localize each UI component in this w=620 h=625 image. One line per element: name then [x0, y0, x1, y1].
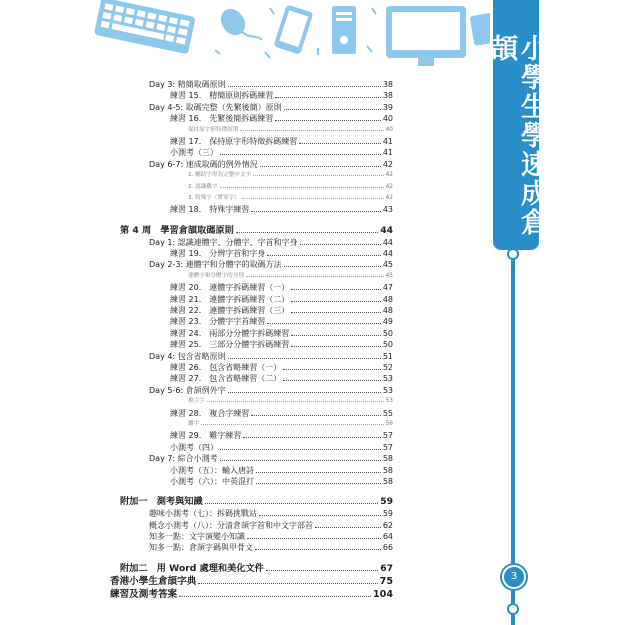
toc-entry[interactable]	[110, 170, 393, 181]
toc-leader-dots	[266, 570, 378, 571]
toc-entry[interactable]	[110, 531, 393, 542]
toc-entry[interactable]	[110, 147, 393, 158]
toc-entry-title: Day 4-5: 取碼完整（先繁後簡）原則	[149, 102, 282, 112]
toc-entry-page: 66	[382, 543, 393, 553]
toc-entry-page: 48	[382, 306, 393, 316]
toc-entry[interactable]	[110, 136, 393, 147]
toc-entry-title: 保持原字形特徵原則	[188, 126, 239, 133]
toc-entry-page: 44	[380, 224, 393, 236]
toc-entry-page: 75	[379, 575, 393, 587]
toc-entry-page: 50	[382, 328, 393, 338]
toc-entry[interactable]	[110, 588, 393, 602]
toc-entry-title: 香港小學生倉頡字典	[110, 575, 197, 587]
toc-leader-dots	[299, 143, 381, 144]
toc-spacer	[110, 487, 393, 495]
computer-tower-icon	[332, 6, 356, 54]
toc-leader-dots	[242, 198, 384, 199]
toc-leader-dots	[236, 232, 378, 233]
toc-entry-page: 41	[382, 136, 393, 146]
toc-entry-title: Day 7: 綜合小測考	[149, 454, 218, 464]
toc-entry-title: 小測考（五）：輸入唐詩	[170, 465, 254, 475]
toc-entry[interactable]	[110, 575, 393, 589]
toc-entry-page: 49	[382, 317, 393, 327]
toc-entry-title: 概念小測考（八）：分清倉頡字首和中文字部首	[149, 520, 313, 530]
toc-spacer	[110, 554, 393, 562]
toc-leader-dots	[253, 175, 384, 176]
toc-entry-title: Day 2-3: 連體字和分體字的取碼方法	[149, 260, 282, 270]
toc-entry-title: 練習 27. 包含省略練習（二）	[170, 374, 282, 384]
toc-entry-title: 練習 23. 分體字字首練習	[170, 317, 266, 327]
toc-entry-title: Day 5-6: 倉頡例外字	[149, 385, 226, 395]
toc-entry-page: 42	[385, 183, 393, 190]
toc-entry-page: 38	[382, 80, 393, 89]
toc-leader-dots	[207, 401, 384, 402]
toc-entry-page: 47	[382, 283, 393, 293]
toc-entry-page: 52	[382, 362, 393, 372]
toc-entry[interactable]	[110, 408, 393, 419]
toc-entry-page: 44	[382, 237, 393, 247]
toc-entry-page: 39	[382, 102, 393, 112]
toc-leader-dots	[228, 358, 381, 359]
toc-entry-page: 48	[382, 294, 393, 304]
toc-leader-dots	[220, 154, 381, 155]
keyboard-icon	[94, 0, 196, 54]
toc-leader-dots	[198, 583, 377, 584]
toc-entry[interactable]	[110, 282, 393, 293]
toc-leader-dots	[315, 527, 381, 528]
toc-entry-title: 練習 17. 保持原字形特徵拆碼練習	[170, 136, 298, 146]
toc-leader-dots	[284, 109, 381, 110]
toc-entry[interactable]	[110, 294, 393, 305]
toc-entry-title: 附加二 用 Word 處理和美化文件	[120, 562, 264, 574]
toc-entry[interactable]	[110, 79, 393, 90]
toc-entry-title: Day 6-7: 速成取碼的例外情況	[149, 159, 258, 169]
toc-entry-page: 50	[382, 340, 393, 350]
sidebar-title-band	[486, 0, 547, 250]
toc-entry[interactable]	[110, 204, 393, 215]
toc-entry-title: 2. 認識難字	[188, 183, 218, 190]
toc-entry-title: 練習 24. 兩部分分體字拆碼練習	[170, 328, 290, 338]
toc-entry-title: 練習及測考答案	[110, 589, 178, 601]
toc-leader-dots	[260, 166, 381, 167]
toc-leader-dots	[228, 392, 381, 393]
toc-entry-title: 小測考（四）	[170, 442, 218, 452]
monitor-icon	[386, 6, 466, 66]
toc-leader-dots	[240, 130, 383, 131]
toc-entry-title: 練習 25. 三部分分體字拆碼練習	[170, 340, 290, 350]
toc-entry-title: 練習 26. 包含省略練習（一）	[170, 362, 282, 372]
toc-entry-title: 練習 21. 連體字拆碼練習（二）	[170, 294, 290, 304]
toc-entry-title: Day 1: 認識連體字、分體字、字首和字身	[149, 237, 298, 247]
toc-leader-dots	[291, 289, 381, 290]
toc-leader-dots	[220, 449, 381, 450]
toc-entry-title: 練習 29. 難字練習	[170, 431, 242, 441]
table-of-contents	[110, 79, 393, 602]
toc-entry-page: 45	[385, 272, 393, 279]
toc-entry[interactable]	[110, 373, 393, 384]
toc-entry[interactable]	[110, 159, 393, 170]
toc-entry-page: 59	[380, 496, 393, 508]
toc-entry[interactable]	[110, 271, 393, 282]
toc-entry[interactable]	[110, 430, 393, 441]
toc-leader-dots	[256, 472, 381, 473]
toc-entry-page: 104	[372, 589, 393, 601]
toc-entry-page: 42	[385, 172, 393, 179]
toc-entry[interactable]	[110, 182, 393, 193]
toc-entry-title: 練習 20. 連體字拆碼練習（一）	[170, 283, 290, 293]
toc-entry-title: 練習 28. 複合字練習	[170, 408, 250, 418]
rail-bottom-dot	[507, 603, 519, 615]
toc-entry-page: 43	[382, 205, 393, 215]
toc-entry[interactable]	[110, 259, 393, 270]
toc-entry-title: 練習 15. 精簡原則拆碼練習	[170, 91, 274, 101]
toc-entry[interactable]	[110, 385, 393, 396]
mouse-icon	[216, 4, 262, 40]
toc-entry[interactable]	[110, 248, 393, 259]
toc-entry[interactable]	[110, 328, 393, 339]
toc-leader-dots	[243, 437, 381, 438]
toc-leader-dots	[267, 255, 381, 256]
rail-top-dot	[507, 248, 519, 260]
toc-leader-dots	[283, 380, 381, 381]
toc-entry[interactable]	[110, 305, 393, 316]
toc-entry-page: 62	[382, 520, 393, 530]
toc-leader-dots	[256, 483, 381, 484]
toc-entry-page: 56	[385, 420, 393, 427]
toc-entry-title: 複合字	[188, 398, 205, 405]
toc-entry-page: 59	[382, 509, 393, 519]
toc-entry[interactable]	[110, 542, 393, 553]
toc-entry-page: 40	[385, 126, 393, 133]
toc-entry-title: 3. 特殊字（實穿字）	[188, 194, 240, 201]
toc-entry-title: 知多一點：倉頡字碼與甲骨文	[149, 543, 253, 553]
toc-entry-title: Day 3: 精簡取碼原則	[149, 80, 226, 89]
toc-leader-dots	[179, 596, 371, 597]
toc-entry[interactable]	[110, 339, 393, 350]
toc-entry-title: 趣味小測考（七）：拆碼挑戰站	[149, 509, 257, 519]
toc-entry-page: 64	[382, 532, 393, 542]
toc-leader-dots	[291, 346, 381, 347]
toc-entry[interactable]	[110, 113, 393, 124]
toc-leader-dots	[259, 515, 381, 516]
toc-entry-title: Day 4: 包含省略原則	[149, 351, 226, 361]
toc-entry-title: 1. 輔助字形為完整中文字	[188, 172, 252, 179]
toc-leader-dots	[283, 369, 381, 370]
toc-entry-page: 58	[382, 465, 393, 475]
toc-entry[interactable]	[110, 362, 393, 373]
toc-entry-page: 58	[382, 454, 393, 464]
toc-entry-title: 練習 19. 分辨字首和字身	[170, 249, 266, 259]
toc-entry-page: 42	[385, 194, 393, 201]
toc-leader-dots	[255, 549, 381, 550]
toc-entry-title: 知多一點：文字演變小知識	[149, 532, 245, 542]
toc-leader-dots	[220, 187, 384, 188]
toc-leader-dots	[275, 120, 381, 121]
toc-entry[interactable]	[110, 453, 393, 464]
toc-entry-title: 附加一 測考與知識	[120, 496, 203, 508]
toc-entry-page: 57	[382, 442, 393, 452]
toc-entry[interactable]	[110, 465, 393, 476]
toc-entry[interactable]	[110, 442, 393, 453]
toc-entry[interactable]	[110, 193, 393, 204]
toc-leader-dots	[251, 211, 381, 212]
toc-entry[interactable]	[110, 396, 393, 407]
toc-entry-page: 44	[382, 249, 393, 259]
toc-entry[interactable]	[110, 495, 393, 508]
toc-entry-title: 練習 16. 先繁後簡拆碼練習	[170, 114, 274, 124]
toc-leader-dots	[251, 415, 381, 416]
toc-entry[interactable]	[110, 237, 393, 248]
toc-entry-page: 58	[382, 476, 393, 486]
toc-entry[interactable]	[110, 508, 393, 519]
toc-entry-page: 45	[382, 260, 393, 270]
toc-entry-title: 難字	[188, 420, 200, 427]
toc-entry-page: 51	[382, 351, 393, 361]
toc-entry-page: 53	[385, 398, 393, 405]
toc-entry-title: 練習 18. 特殊字練習	[170, 205, 250, 215]
toc-entry[interactable]	[110, 351, 393, 362]
toc-entry[interactable]	[110, 102, 393, 113]
toc-entry-page: 57	[382, 431, 393, 441]
toc-entry[interactable]	[110, 419, 393, 430]
toc-entry[interactable]	[110, 562, 393, 575]
toc-entry-page: 40	[382, 114, 393, 124]
toc-leader-dots	[201, 424, 383, 425]
toc-entry[interactable]	[110, 316, 393, 327]
toc-entry-page: 53	[382, 385, 393, 395]
toc-entry-page: 55	[382, 408, 393, 418]
toc-leader-dots	[267, 323, 381, 324]
toc-leader-dots	[228, 86, 381, 87]
toc-entry-page: 38	[382, 91, 393, 101]
toc-leader-dots	[275, 97, 381, 98]
toc-entry[interactable]	[110, 224, 393, 237]
toc-entry-page: 53	[382, 374, 393, 384]
toc-leader-dots	[291, 335, 381, 336]
header-illustration	[0, 0, 490, 72]
toc-spacer	[110, 216, 393, 224]
page-number: 3	[502, 565, 526, 589]
toc-leader-dots	[247, 538, 381, 539]
toc-leader-dots	[300, 244, 381, 245]
phone-icon	[273, 4, 313, 54]
book-title: 小學生學速成倉頡	[486, 34, 547, 237]
toc-entry-title: 小測考（三）	[170, 148, 218, 158]
toc-entry-page: 41	[382, 148, 393, 158]
toc-entry[interactable]	[110, 520, 393, 531]
toc-entry-page: 42	[382, 159, 393, 169]
toc-entry-title: 連體字和分體字的分別	[188, 272, 244, 279]
toc-leader-dots	[291, 301, 381, 302]
toc-entry-title: 練習 22. 連體字拆碼練習（三）	[170, 306, 290, 316]
toc-entry-title: 第 4 周 學習倉頡取碼原則	[120, 224, 234, 236]
toc-entry-title: 小測考（六）：中英混打	[170, 476, 254, 486]
toc-leader-dots	[205, 503, 379, 504]
toc-leader-dots	[220, 460, 381, 461]
toc-entry[interactable]	[110, 90, 393, 101]
toc-entry[interactable]	[110, 476, 393, 487]
toc-leader-dots	[291, 312, 381, 313]
toc-entry-page: 67	[380, 562, 393, 574]
toc-leader-dots	[246, 276, 384, 277]
toc-leader-dots	[284, 266, 381, 267]
toc-entry[interactable]	[110, 125, 393, 136]
